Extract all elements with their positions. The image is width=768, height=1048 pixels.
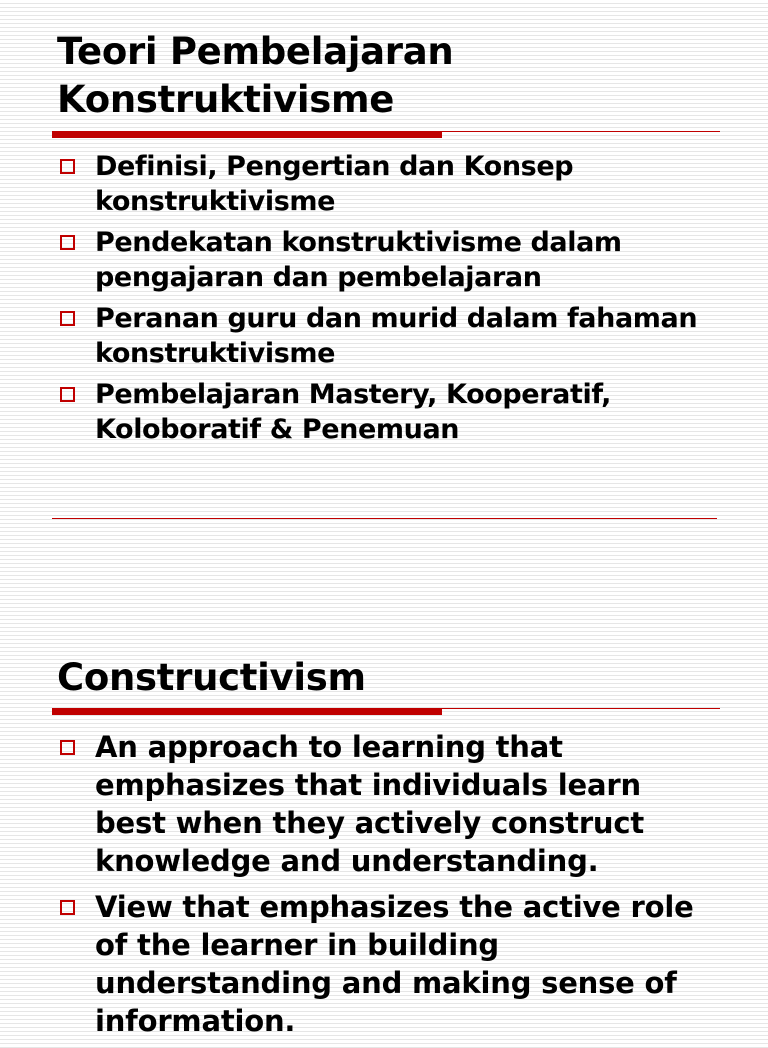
title-underline-thin <box>442 708 720 709</box>
bullet-text: Pembelajaran Mastery, Kooperatif, Koloboratif & Penemuan <box>95 379 612 445</box>
slide-title <box>57 28 453 124</box>
hollow-square-bullet-icon <box>60 311 75 326</box>
bullet-item <box>0 728 715 880</box>
slide-title-line-1: Constructivism <box>57 656 366 699</box>
bullet-list <box>0 728 715 1048</box>
bullet-text: Definisi, Pengertian dan Konsep konstruktivisme <box>95 151 574 217</box>
hollow-square-bullet-icon <box>60 900 75 915</box>
bullet-item <box>0 377 715 447</box>
slide-2 <box>0 640 768 1038</box>
slide-title-line-1: Teori Pembelajaran <box>57 30 454 73</box>
bullet-text: An approach to learning that emphasizes that individuals learn best when they actively construct knowledge and understanding. <box>95 730 645 878</box>
hollow-square-bullet-icon <box>60 235 75 250</box>
bullet-item <box>0 888 715 1040</box>
title-underline-thin <box>442 131 720 132</box>
hollow-square-bullet-icon <box>60 159 75 174</box>
bullet-item <box>0 225 715 295</box>
bullet-list <box>0 149 715 453</box>
bullet-text: Peranan guru dan murid dalam fahaman konstruktivisme <box>95 303 698 369</box>
title-underline-thick <box>52 131 442 138</box>
slide-title <box>57 654 366 702</box>
bullet-text: View that emphasizes the active role of the learner in building understanding and making sense of information. <box>95 890 694 1038</box>
slide-1 <box>0 0 768 519</box>
slide-divider <box>52 518 717 519</box>
bullet-item <box>0 149 715 219</box>
hollow-square-bullet-icon <box>60 387 75 402</box>
hollow-square-bullet-icon <box>60 740 75 755</box>
bullet-item <box>0 301 715 371</box>
title-underline-thick <box>52 708 442 715</box>
slide-title-line-2: Konstruktivisme <box>57 78 395 121</box>
bullet-text: Pendekatan konstruktivisme dalam pengajaran dan pembelajaran <box>95 227 622 293</box>
